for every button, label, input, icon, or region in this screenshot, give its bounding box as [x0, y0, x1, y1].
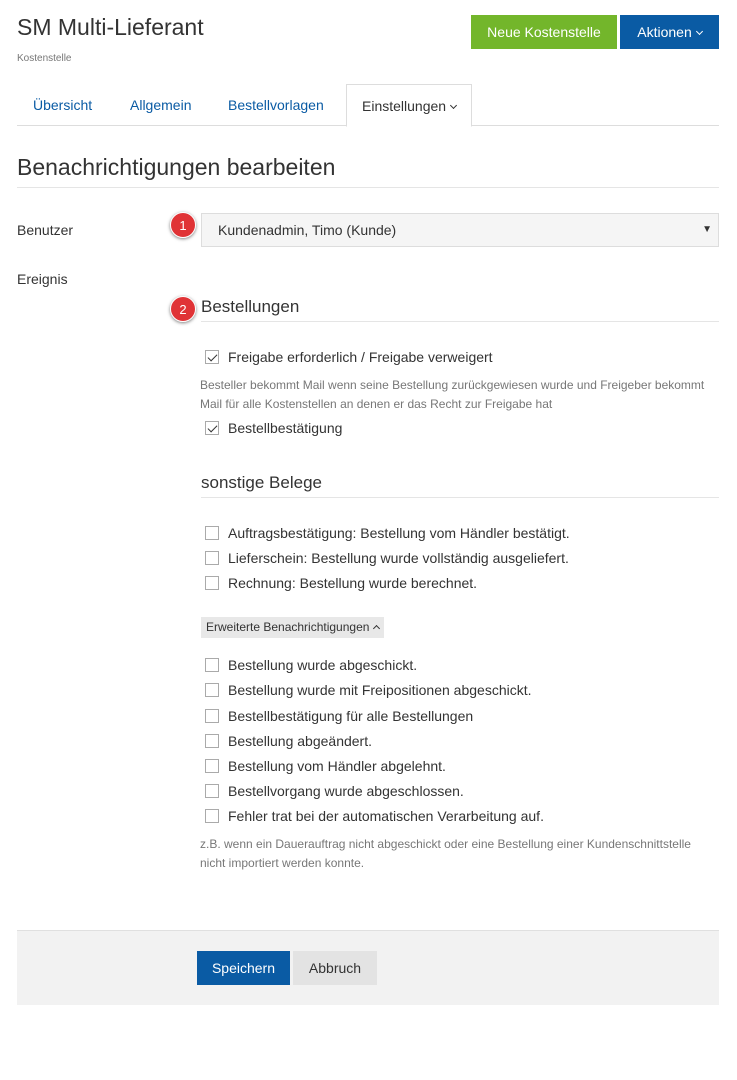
- user-label: Benutzer: [17, 222, 74, 238]
- tab-einstellungen-label: Einstellungen: [362, 98, 447, 114]
- save-button[interactable]: Speichern: [197, 951, 290, 985]
- help-text-advanced: z.B. wenn ein Dauerauftrag nicht abgeschickt oder eine Bestellung einer Kundenschnittstelle nicht importiert werden konnte.: [200, 837, 691, 870]
- checkbox-freigabe[interactable]: [205, 348, 493, 366]
- checkbox-label: Lieferschein: Bestellung wurde vollständig ausgeliefert.: [228, 550, 569, 566]
- checkbox-rechnung[interactable]: [205, 574, 477, 592]
- tab-uebersicht[interactable]: Übersicht: [33, 97, 93, 113]
- checkbox-icon[interactable]: [205, 709, 219, 723]
- checkbox-label: Bestellvorgang wurde abgeschlossen.: [228, 783, 464, 799]
- cancel-button[interactable]: Abbruch: [293, 951, 377, 985]
- page-subtitle: Kostenstelle: [17, 53, 72, 64]
- checkbox-icon[interactable]: [205, 551, 219, 565]
- checkbox-icon[interactable]: [205, 759, 219, 773]
- checkbox-checked-icon[interactable]: [205, 421, 219, 435]
- checkbox-auftragsbestaetigung[interactable]: [205, 524, 570, 542]
- checkbox-fehler[interactable]: [205, 807, 544, 825]
- new-cost-center-button[interactable]: Neue Kostenstelle: [471, 15, 617, 49]
- page-title: SM Multi-Lieferant: [17, 14, 204, 40]
- checkbox-icon[interactable]: [205, 683, 219, 697]
- help-text-bestellungen: Besteller bekommt Mail wenn seine Bestellung zurückgewiesen wurde und Freigeber bekommt Mail für alle Kostenstellen an denen er das Recht zur Freigabe hat: [200, 378, 705, 411]
- checkbox-icon[interactable]: [205, 784, 219, 798]
- step-badge-1: 1: [170, 212, 196, 238]
- checkbox-label: Fehler trat bei der automatischen Verarbeitung auf.: [228, 808, 544, 824]
- section-divider: [17, 187, 719, 188]
- group-title-belege: sonstige Belege: [201, 473, 322, 492]
- checkbox-lieferschein[interactable]: [205, 549, 569, 567]
- user-select-value: Kundenadmin, Timo (Kunde): [218, 222, 397, 238]
- group-divider: [201, 497, 719, 498]
- user-select[interactable]: [201, 213, 719, 247]
- chevron-down-icon: [450, 102, 457, 109]
- checkbox-icon[interactable]: [205, 526, 219, 540]
- actions-button[interactable]: [620, 15, 719, 49]
- section-title: Benachrichtigungen bearbeiten: [17, 154, 336, 180]
- checkbox-label: Bestellung vom Händler abgelehnt.: [228, 758, 446, 774]
- advanced-toggle-label: Erweiterte Benachrichtigungen: [206, 620, 370, 634]
- checkbox-abgelehnt[interactable]: [205, 757, 446, 775]
- tab-allgemein[interactable]: Allgemein: [130, 97, 192, 113]
- checkbox-icon[interactable]: [205, 658, 219, 672]
- actions-button-label: Aktionen: [637, 24, 692, 40]
- checkbox-abgeschickt[interactable]: [205, 656, 417, 674]
- chevron-down-icon: [696, 28, 703, 35]
- checkbox-icon[interactable]: [205, 576, 219, 590]
- event-label: Ereignis: [17, 271, 68, 287]
- checkbox-icon[interactable]: [205, 809, 219, 823]
- dropdown-arrow-icon: ▼: [702, 224, 712, 235]
- checkbox-label: Bestellbestätigung: [228, 420, 343, 436]
- checkbox-freipositionen[interactable]: [205, 681, 532, 699]
- checkbox-label: Bestellbestätigung für alle Bestellungen: [228, 708, 474, 724]
- checkbox-abgeschlossen[interactable]: [205, 782, 464, 800]
- advanced-notifications-toggle[interactable]: [201, 617, 384, 638]
- checkbox-label: Bestellung wurde mit Freipositionen abgeschickt.: [228, 682, 532, 698]
- checkbox-icon[interactable]: [205, 734, 219, 748]
- checkbox-label: Freigabe erforderlich / Freigabe verweigert: [228, 349, 493, 365]
- checkbox-label: Auftragsbestätigung: Bestellung vom Händler bestätigt.: [228, 525, 570, 541]
- tab-bar: [17, 84, 719, 126]
- chevron-up-icon: [373, 625, 380, 632]
- checkbox-label: Bestellung abgeändert.: [228, 733, 372, 749]
- checkbox-checked-icon[interactable]: [205, 350, 219, 364]
- checkbox-bestellbestaetigung-alle[interactable]: [205, 707, 473, 725]
- checkbox-bestellbestaetigung[interactable]: [205, 419, 342, 437]
- step-badge-2: 2: [170, 296, 196, 322]
- checkbox-label: Bestellung wurde abgeschickt.: [228, 657, 418, 673]
- tab-bestellvorlagen[interactable]: Bestellvorlagen: [228, 97, 324, 113]
- checkbox-abgeaendert[interactable]: [205, 732, 372, 750]
- tab-einstellungen[interactable]: [346, 84, 472, 127]
- group-title-bestellungen: Bestellungen: [201, 297, 300, 316]
- group-divider: [201, 321, 719, 322]
- checkbox-label: Rechnung: Bestellung wurde berechnet.: [228, 575, 478, 591]
